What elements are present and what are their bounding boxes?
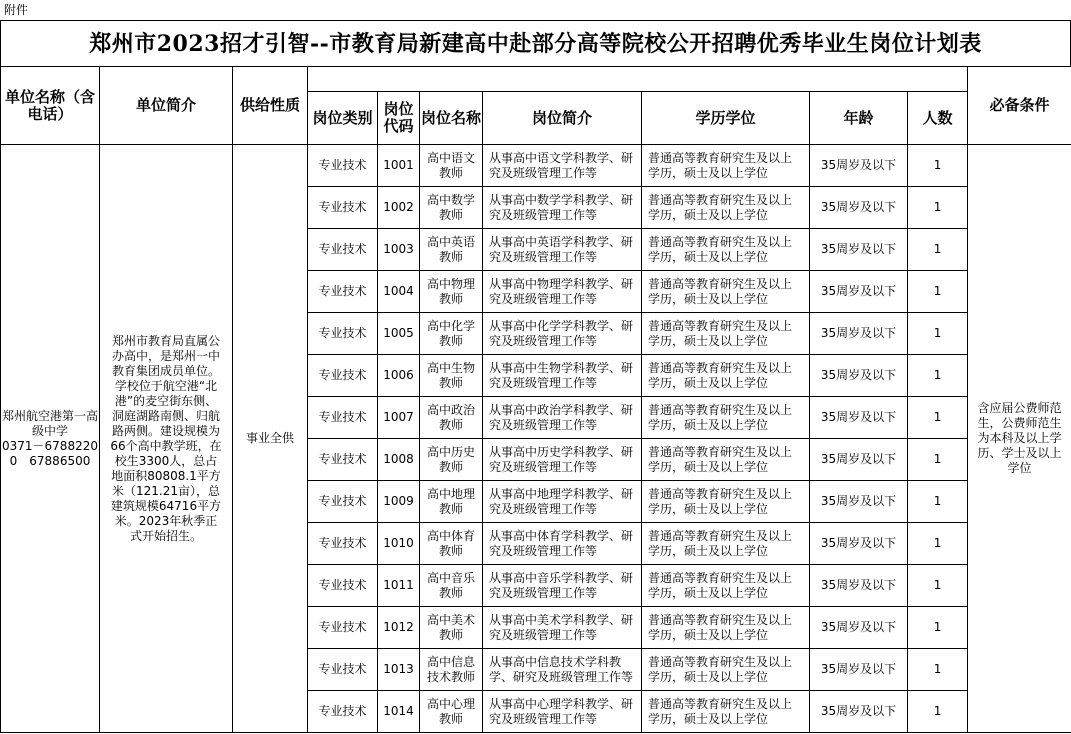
unit-phone: 0371－67882200 67886500 xyxy=(2,438,98,468)
post-count: 1 xyxy=(908,187,968,229)
post-education: 普通高等教育研究生及以上学历，硕士及以上学位 xyxy=(642,691,810,733)
post-count: 1 xyxy=(908,523,968,565)
post-education: 普通高等教育研究生及以上学历，硕士及以上学位 xyxy=(642,313,810,355)
post-type: 专业技术 xyxy=(308,481,378,523)
post-type: 专业技术 xyxy=(308,691,378,733)
table-row xyxy=(1,145,1071,187)
post-intro: 从事高中数学学科教学、研究及班级管理工作等 xyxy=(483,187,642,229)
post-count: 1 xyxy=(908,397,968,439)
header-post-code: 岗位代码 xyxy=(378,92,420,145)
post-intro: 从事高中历史学科教学、研究及班级管理工作等 xyxy=(483,439,642,481)
post-type: 专业技术 xyxy=(308,313,378,355)
post-code: 1005 xyxy=(378,313,420,355)
post-type: 专业技术 xyxy=(308,607,378,649)
post-type: 专业技术 xyxy=(308,271,378,313)
post-code: 1008 xyxy=(378,439,420,481)
post-intro: 从事高中政治学科教学、研究及班级管理工作等 xyxy=(483,397,642,439)
post-name: 高中信息技术教师 xyxy=(420,649,483,691)
post-count: 1 xyxy=(908,439,968,481)
post-name: 高中音乐教师 xyxy=(420,565,483,607)
header-funding: 供给性质 xyxy=(233,67,308,145)
post-type: 专业技术 xyxy=(308,355,378,397)
post-age: 35周岁及以下 xyxy=(810,271,908,313)
post-education: 普通高等教育研究生及以上学历，硕士及以上学位 xyxy=(642,565,810,607)
post-education: 普通高等教育研究生及以上学历，硕士及以上学位 xyxy=(642,439,810,481)
post-age: 35周岁及以下 xyxy=(810,355,908,397)
post-age: 35周岁及以下 xyxy=(810,481,908,523)
post-count: 1 xyxy=(908,649,968,691)
post-education: 普通高等教育研究生及以上学历，硕士及以上学位 xyxy=(642,481,810,523)
post-count: 1 xyxy=(908,481,968,523)
header-unit-intro: 单位简介 xyxy=(100,67,233,145)
post-intro: 从事高中音乐学科教学、研究及班级管理工作等 xyxy=(483,565,642,607)
post-age: 35周岁及以下 xyxy=(810,229,908,271)
post-intro: 从事高中地理学科教学、研究及班级管理工作等 xyxy=(483,481,642,523)
post-name: 高中化学教师 xyxy=(420,313,483,355)
header-unit-name: 单位名称（含电话） xyxy=(1,67,100,145)
post-code: 1010 xyxy=(378,523,420,565)
header-post-name: 岗位名称 xyxy=(420,92,483,145)
post-age: 35周岁及以下 xyxy=(810,397,908,439)
post-education: 普通高等教育研究生及以上学历，硕士及以上学位 xyxy=(642,523,810,565)
unit-funding: 事业全供 xyxy=(233,145,308,733)
post-intro: 从事高中英语学科教学、研究及班级管理工作等 xyxy=(483,229,642,271)
header-education: 学历学位 xyxy=(642,92,810,145)
post-type: 专业技术 xyxy=(308,187,378,229)
post-name: 高中语文教师 xyxy=(420,145,483,187)
attachment-label: 附件 xyxy=(4,3,29,17)
post-code: 1009 xyxy=(378,481,420,523)
post-age: 35周岁及以下 xyxy=(810,691,908,733)
requirements-cell: 含应届公费师范生，公费师范生为本科及以上学历、学士及以上学位 xyxy=(968,145,1071,733)
post-education: 普通高等教育研究生及以上学历，硕士及以上学位 xyxy=(642,397,810,439)
post-type: 专业技术 xyxy=(308,523,378,565)
unit-intro: 郑州市教育局直属公办高中，是郑州一中教育集团成员单位。学校位于航空港“北港”的麦空街东侧、洞庭湖路南侧、归航路两侧。建设规模为66个高中教学班，在校生3300人，总占地面积80808.1平方米（121.21亩），总建筑规模64716平方米。2023年秋季正式开始招生。 xyxy=(100,145,233,733)
post-type: 专业技术 xyxy=(308,649,378,691)
post-type: 专业技术 xyxy=(308,145,378,187)
post-education: 普通高等教育研究生及以上学历，硕士及以上学位 xyxy=(642,187,810,229)
post-age: 35周岁及以下 xyxy=(810,187,908,229)
header-age: 年龄 xyxy=(810,92,908,145)
post-type: 专业技术 xyxy=(308,229,378,271)
post-code: 1013 xyxy=(378,649,420,691)
post-intro: 从事高中美术学科教学、研究及班级管理工作等 xyxy=(483,607,642,649)
post-name: 高中生物教师 xyxy=(420,355,483,397)
post-age: 35周岁及以下 xyxy=(810,313,908,355)
post-age: 35周岁及以下 xyxy=(810,523,908,565)
post-count: 1 xyxy=(908,271,968,313)
header-count: 人数 xyxy=(908,92,968,145)
post-intro: 从事高中化学学科教学、研究及班级管理工作等 xyxy=(483,313,642,355)
header-group-spacer xyxy=(308,67,968,92)
unit-name-cell xyxy=(1,145,100,733)
post-education: 普通高等教育研究生及以上学历，硕士及以上学位 xyxy=(642,271,810,313)
header-post-type: 岗位类别 xyxy=(308,92,378,145)
post-intro: 从事高中心理学科教学、研究及班级管理工作等 xyxy=(483,691,642,733)
page-title: 郑州市2023招才引智--市教育局新建高中赴部分高等院校公开招聘优秀毕业生岗位计划表 xyxy=(0,20,1071,66)
post-education: 普通高等教育研究生及以上学历，硕士及以上学位 xyxy=(642,145,810,187)
header-post-intro: 岗位简介 xyxy=(483,92,642,145)
post-code: 1004 xyxy=(378,271,420,313)
post-count: 1 xyxy=(908,355,968,397)
post-code: 1011 xyxy=(378,565,420,607)
post-code: 1014 xyxy=(378,691,420,733)
post-name: 高中体育教师 xyxy=(420,523,483,565)
post-name: 高中历史教师 xyxy=(420,439,483,481)
post-count: 1 xyxy=(908,607,968,649)
post-age: 35周岁及以下 xyxy=(810,607,908,649)
post-age: 35周岁及以下 xyxy=(810,565,908,607)
post-count: 1 xyxy=(908,691,968,733)
post-count: 1 xyxy=(908,565,968,607)
post-age: 35周岁及以下 xyxy=(810,439,908,481)
post-education: 普通高等教育研究生及以上学历，硕士及以上学位 xyxy=(642,355,810,397)
post-code: 1006 xyxy=(378,355,420,397)
post-age: 35周岁及以下 xyxy=(810,649,908,691)
post-type: 专业技术 xyxy=(308,565,378,607)
post-type: 专业技术 xyxy=(308,439,378,481)
post-count: 1 xyxy=(908,145,968,187)
post-name: 高中政治教师 xyxy=(420,397,483,439)
post-name: 高中物理教师 xyxy=(420,271,483,313)
post-intro: 从事高中语文学科教学、研究及班级管理工作等 xyxy=(483,145,642,187)
post-intro: 从事高中生物学科教学、研究及班级管理工作等 xyxy=(483,355,642,397)
post-type: 专业技术 xyxy=(308,397,378,439)
post-name: 高中英语教师 xyxy=(420,229,483,271)
post-code: 1003 xyxy=(378,229,420,271)
post-name: 高中心理教师 xyxy=(420,691,483,733)
post-count: 1 xyxy=(908,313,968,355)
post-education: 普通高等教育研究生及以上学历，硕士及以上学位 xyxy=(642,607,810,649)
post-name: 高中地理教师 xyxy=(420,481,483,523)
header-requirements: 必备条件 xyxy=(968,67,1071,145)
post-age: 35周岁及以下 xyxy=(810,145,908,187)
recruitment-table xyxy=(0,66,1071,733)
post-name: 高中数学教师 xyxy=(420,187,483,229)
unit-name: 郑州航空港第一高级中学 xyxy=(1,408,98,438)
post-name: 高中美术教师 xyxy=(420,607,483,649)
post-education: 普通高等教育研究生及以上学历，硕士及以上学位 xyxy=(642,649,810,691)
post-code: 1012 xyxy=(378,607,420,649)
post-intro: 从事高中信息技术学科教学、研究及班级管理工作等 xyxy=(483,649,642,691)
post-intro: 从事高中物理学科教学、研究及班级管理工作等 xyxy=(483,271,642,313)
post-count: 1 xyxy=(908,229,968,271)
post-code: 1001 xyxy=(378,145,420,187)
post-intro: 从事高中体育学科教学、研究及班级管理工作等 xyxy=(483,523,642,565)
post-education: 普通高等教育研究生及以上学历，硕士及以上学位 xyxy=(642,229,810,271)
post-code: 1002 xyxy=(378,187,420,229)
post-code: 1007 xyxy=(378,397,420,439)
